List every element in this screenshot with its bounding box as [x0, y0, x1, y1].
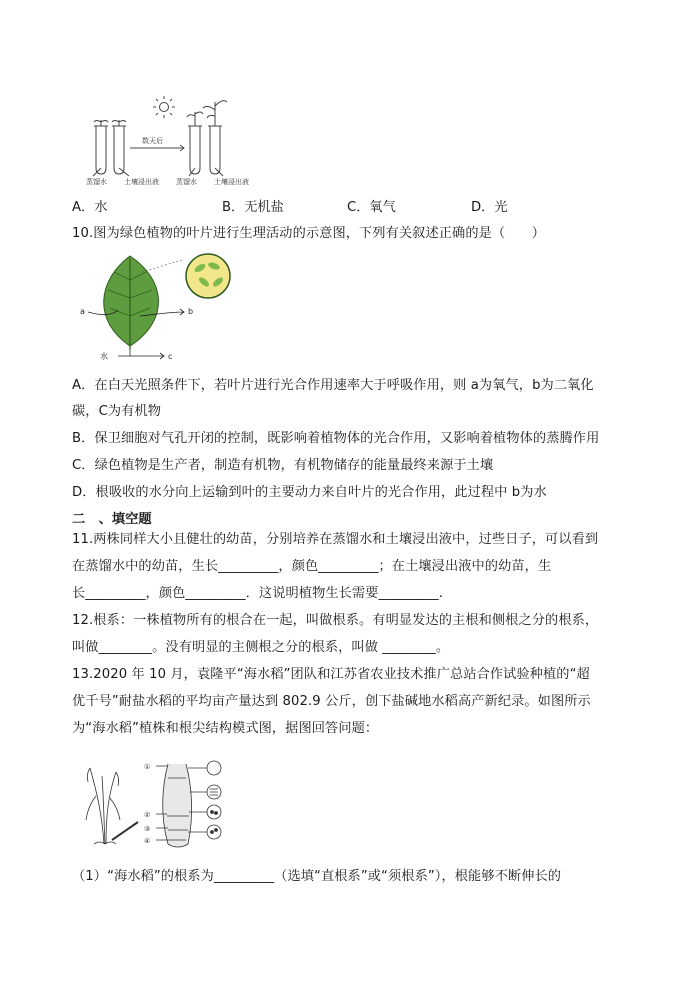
- label-a: a: [80, 307, 85, 316]
- q10-option-d: D．根吸收的水分向上运输到叶的主要动力来自叶片的光合作用，此过程中 b为水: [72, 485, 547, 500]
- q13-line2: 优千号”耐盐水稻的平均亩产量达到 802.9 公斤，创下盐碱地水稻高产新纪录。如图所示: [72, 694, 591, 709]
- q11-line3: 长_________，颜色_________．这说明植物生长需要_________.: [72, 586, 444, 601]
- magnified-cells-icon: [186, 254, 230, 298]
- q11-line2: 在蒸馏水中的幼苗，生长_________，颜色_________；在土壤浸出液中的幼苗，生: [72, 559, 552, 574]
- test-tube-4: [210, 126, 220, 174]
- q9-option-a: A．水: [72, 200, 108, 215]
- rice-root-tip-figure: [76, 756, 248, 852]
- leaf-diagram-figure: [78, 250, 248, 366]
- q10-option-c: C．绿色植物是生产者，制造有机物，有机物储存的能量最终来源于土壤: [72, 458, 494, 473]
- root-tip-icon: [163, 764, 192, 847]
- tube-label-1: 蒸馏水: [86, 178, 107, 186]
- root-number-4: ④: [144, 837, 151, 845]
- test-tube-1: [96, 126, 106, 174]
- sun-icon: [160, 103, 169, 112]
- q13-line1: 13.2020 年 10 月，袁隆平“海水稻”团队和江苏省农业技术推广总站合作试验种植的“超: [72, 667, 590, 682]
- label-water: 水: [100, 352, 108, 361]
- q10-stem: 10.图为绿色植物的叶片进行生理活动的示意图，下列有关叙述正确的是（ ）: [72, 226, 546, 241]
- tube-label-2: 土壤浸出液: [124, 178, 159, 186]
- q11-line1: 11.两株同样大小且健壮的幼苗，分别培养在蒸馏水和土壤浸出液中，过些日子，可以看到: [72, 532, 599, 547]
- q12-line1: 12.根系：一株植物所有的根合在一起，叫做根系。有明显发达的主根和侧根之分的根系，: [72, 613, 599, 628]
- q13-line3: 为“海水稻”植株和根尖结构模式图，据图回答问题：: [72, 721, 379, 736]
- q13-sub1: （1）“海水稻”的根系为_________（选填“直根系”或“须根系”），根能够不断伸长的: [72, 869, 562, 884]
- arrow-icon: [130, 145, 184, 151]
- tube-label-3: 蒸馏水: [176, 178, 197, 186]
- tube-label-4: 土壤浸出液: [214, 178, 249, 186]
- label-b: b: [188, 307, 194, 316]
- q10-option-a-line1: A．在白天光照条件下，若叶片进行光合作用速率大于呼吸作用，则 a为氧气，b为二氧化: [72, 378, 594, 393]
- q9-option-c: C．氧气: [347, 200, 396, 215]
- q12-line2: 叫做________。没有明显的主侧根之分的根系，叫做 ________。: [72, 640, 450, 655]
- q9-option-d: D．光: [471, 200, 508, 215]
- q10-option-b: B．保卫细胞对气孔开闭的控制，既影响着植物体的光合作用，又影响着植物体的蒸腾作用: [72, 431, 600, 446]
- test-tube-2: [114, 126, 124, 174]
- q10-option-a-line2: 碳，C为有机物: [72, 404, 162, 419]
- q9-option-b: B．无机盐: [222, 200, 284, 215]
- test-tube-experiment-figure: [86, 96, 276, 188]
- root-number-2: ②: [144, 811, 151, 819]
- test-tube-3: [190, 126, 200, 174]
- label-c: c: [168, 352, 173, 361]
- arrow-label: 数天后: [142, 137, 163, 145]
- rice-plant-icon: [90, 768, 116, 844]
- section-title: 二 、填空题: [72, 512, 152, 527]
- root-number-3: ③: [144, 825, 151, 833]
- root-number-1: ①: [144, 763, 151, 771]
